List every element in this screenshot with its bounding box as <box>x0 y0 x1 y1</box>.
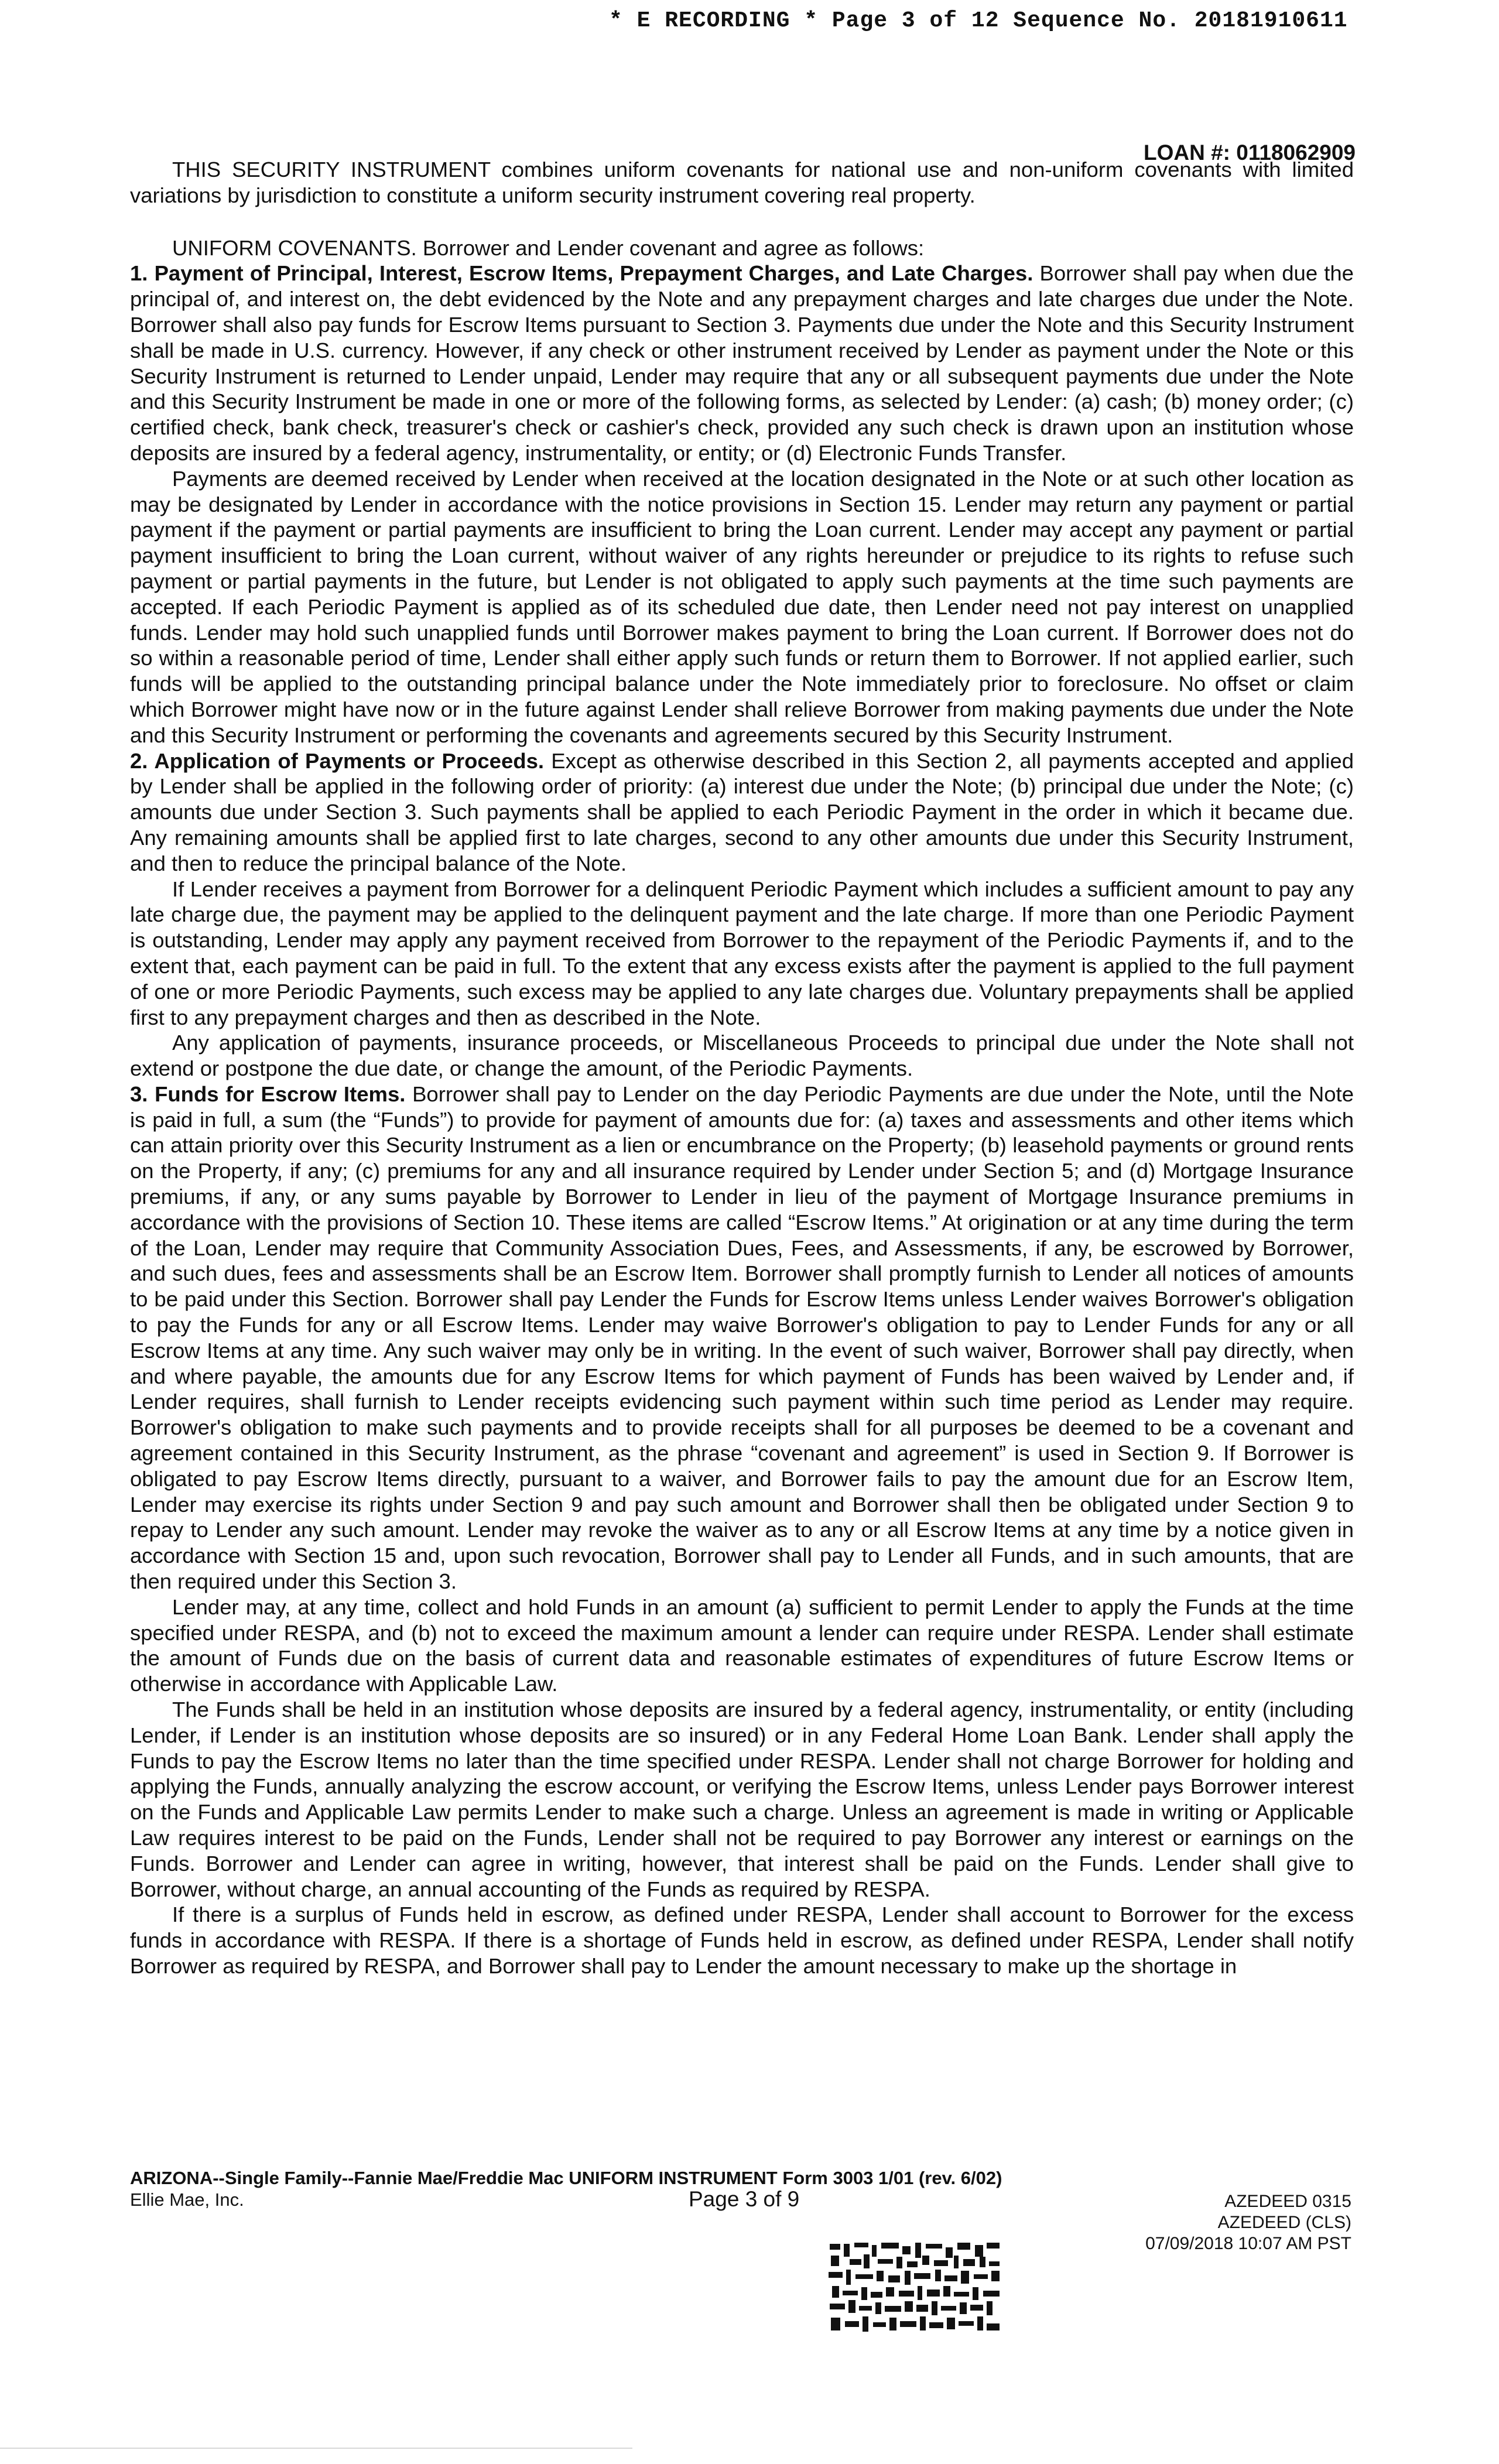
section-3-paragraph-2: Lender may, at any time, collect and hold Funds in an amount (a) sufficient to permit Lender to apply the Funds at the time specified under RESPA, and (b) not to exceed the maximum amount a lender can require under RESPA. Lender shall estimate the amount of Funds due on the basis of current data and reasonable estimates of expenditures of future Escrow Items or otherwise in accordance with Applicable Law. <box>130 1594 1354 1696</box>
barcode-icon <box>829 2241 1001 2335</box>
section-1-title: 1. Payment of Principal, Interest, Escrow Items, Prepayment Charges, and Late Charges. <box>130 261 1033 286</box>
recording-header: * E RECORDING * Page 3 of 12 Sequence No. 20181910611 <box>609 8 1348 33</box>
section-3-text: Borrower shall pay to Lender on the day Periodic Payments are due under the Note, until the Note is paid in full, a sum (the “Funds”) to provide for payment of amounts due for: (a) taxes and assessments and other items which can attain priority over this Security Instrument as a lien or encumbrance on the Property; (b) leasehold payments or ground rents on the Property, if any; (c) premiums for any and all insurance required by Lender under Section 5; and (d) Mortgage Insurance premiums, if any, or any sums payable by Borrower to Lender in lieu of the payment of Mortgage Insurance premiums in accordance with the provisions of Section 10. These items are called “Escrow Items.” At origination or at any time during the term of the Loan, Lender may require that Community Association Dues, Fees, and Assessments, if any, be escrowed by Borrower, and such dues, fees and assessments shall be an Escrow Item. Borrower shall promptly furnish to Lender all notices of amounts to be paid under this Section. Borrower shall pay Lender the Funds for Escrow Items unless Lender waives Borrower's obligation to pay the Funds for any or all Escrow Items. Lender may waive Borrower's obligation to pay to Lender Funds for any or all Escrow Items at any time. Any such waiver may only be in writing. In the event of such waiver, Borrower shall pay directly, when and where payable, the amounts due for any Escrow Items for which payment of Funds has been waived by Lender and, if Lender requires, shall furnish to Lender receipts evidencing such payment within such time period as Lender may require. Borrower's obligation to make such payments and to provide receipts shall for all purposes be deemed to be a covenant and agreement contained in this Security Instrument, as the phrase “covenant and agreement” is used in Section 9. If Borrower is obligated to pay Escrow Items directly, pursuant to a waiver, and Borrower fails to pay the amount due for an Escrow Item, Lender may exercise its rights under Section 9 and pay such amount and Borrower shall then be obligated under Section 9 to repay to Lender any such amount. Lender may revoke the waiver as to any or all Escrow Items at any time by a notice given in accordance with Section 15 and, upon such revocation, Borrower shall pay to Lender all Funds, and in such amounts, that are then required under this Section 3. <box>130 1082 1354 1594</box>
section-1 <box>130 261 1354 466</box>
intro-paragraph: THIS SECURITY INSTRUMENT combines uniform covenants for national use and non-uniform covenants with limited variations by jurisdiction to constitute a uniform security instrument covering real property. <box>130 158 1354 207</box>
form-code-cls: AZEDEED (CLS) <box>1217 2213 1351 2232</box>
section-2-title: 2. Application of Payments or Proceeds. <box>130 748 545 773</box>
form-identifier: ARIZONA--Single Family--Fannie Mae/Freddie Mac UNIFORM INSTRUMENT Form 3003 1/01 (rev. 6/02) <box>130 2168 1002 2188</box>
section-3-paragraph-3: The Funds shall be held in an institution whose deposits are insured by a federal agency, instrumentality, or entity (including Lender, if Lender is an institution whose deposits are so insured) or in any Federal Home Loan Bank. Lender shall apply the Funds to pay the Escrow Items no later than the time specified under RESPA. Lender shall not charge Borrower for holding and applying the Funds, annually analyzing the escrow account, or verifying the Escrow Items, unless Lender pays Borrower interest on the Funds and Applicable Law permits Lender to make such a charge. Unless an agreement is made in writing or Applicable Law requires interest to be paid on the Funds, Lender shall not be required to pay Borrower any interest or earnings on the Funds. Borrower and Lender can agree in writing, however, that interest shall be paid on the Funds. Lender shall give to Borrower, without charge, an annual accounting of the Funds as required by RESPA. <box>130 1698 1354 1901</box>
uniform-covenants-heading: UNIFORM COVENANTS. Borrower and Lender covenant and agree as follows: <box>172 235 925 260</box>
section-1-paragraph-2: Payments are deemed received by Lender when received at the location designated in the Note or at such other location as may be designated by Lender in accordance with the notice provisions in Section 15. Lender may return any payment or partial payment if the payment or partial payments are insufficient to bring the Loan current. Lender may accept any payment or partial payment insufficient to bring the Loan current, without waiver of any rights hereunder or prejudice to its rights to refuse such payment or partial payments in the future, but Lender is not obligated to apply such payments at the time such payments are accepted. If each Periodic Payment is applied as of its scheduled due date, then Lender need not pay interest on unapplied funds. Lender may hold such unapplied funds until Borrower makes payment to bring the Loan current. If Borrower does not do so within a reasonable period of time, Lender shall either apply such funds or return them to Borrower. If not applied earlier, such funds will be applied to the outstanding principal balance under the Note immediately prior to foreclosure. No offset or claim which Borrower might have now or in the future against Lender shall relieve Borrower from making payments due under the Note and this Security Instrument or performing the covenants and agreements secured by this Security Instrument. <box>130 466 1354 747</box>
bottom-divider <box>0 2448 632 2449</box>
section-2 <box>130 748 1354 877</box>
document-body <box>130 157 1354 1979</box>
form-code: AZEDEED 0315 <box>1224 2192 1351 2211</box>
section-3-title: 3. Funds for Escrow Items. <box>130 1082 406 1106</box>
section-3-paragraph-4: If there is a surplus of Funds held in escrow, as defined under RESPA, Lender shall account to Borrower for the excess funds in accordance with RESPA. If there is a shortage of Funds held in escrow, as defined under RESPA, Lender shall notify Borrower as required by RESPA, and Borrower shall pay to Lender the amount necessary to make up the shortage in <box>130 1902 1354 1978</box>
footer-form-info <box>130 2168 1002 2210</box>
section-2-text: Except as otherwise described in this Section 2, all payments accepted and applied by Lender shall be applied in the following order of priority: (a) interest due under the Note; (b) principal due under the Note; (c) amounts due under Section 3. Such payments shall be applied to each Periodic Payment in the order in which it became due. Any remaining amounts shall be applied first to late charges, second to any other amounts due under this Security Instrument, and then to reduce the principal balance of the Note. <box>130 748 1354 875</box>
section-1-text: Borrower shall pay when due the principal of, and interest on, the debt evidenced by the Note and any prepayment charges and late charges due under the Note. Borrower shall also pay funds for Escrow Items pursuant to Section 3. Payments due under the Note and this Security Instrument shall be made in U.S. currency. However, if any check or other instrument received by Lender as payment under the Note or this Security Instrument is returned to Lender unpaid, Lender may require that any or all subsequent payments due under the Note and this Security Instrument be made in one or more of the following forms, as selected by Lender: (a) cash; (b) money order; (c) certified check, bank check, treasurer's check or cashier's check, provided any such check is drawn upon an institution whose deposits are insured by a federal agency, instrumentality, or entity; or (d) Electronic Funds Transfer. <box>130 261 1354 465</box>
company-name: Ellie Mae, Inc. <box>130 2189 244 2210</box>
section-3 <box>130 1082 1354 1594</box>
print-timestamp: 07/09/2018 10:07 AM PST <box>1145 2234 1351 2253</box>
section-2-paragraph-2: If Lender receives a payment from Borrower for a delinquent Periodic Payment which includes a sufficient amount to pay any late charge due, the payment may be applied to the delinquent payment and the late charge. If more than one Periodic Payment is outstanding, Lender may apply any payment received from Borrower to the repayment of the Periodic Payments if, and to the extent that, each payment can be paid in full. To the extent that any excess exists after the payment is applied to the full payment of one or more Periodic Payments, such excess may be applied to any late charges due. Voluntary prepayments shall be applied first to any prepayment charges and then as described in the Note. <box>130 877 1354 1029</box>
footer-codes <box>1145 2191 1351 2254</box>
loan-number: LOAN #: 0118062909 <box>1143 141 1356 165</box>
section-2-paragraph-3: Any application of payments, insurance proceeds, or Miscellaneous Proceeds to principal due under the Note shall not extend or postpone the due date, or change the amount, of the Periodic Payments. <box>130 1031 1354 1081</box>
page-number: Page 3 of 9 <box>689 2187 800 2211</box>
